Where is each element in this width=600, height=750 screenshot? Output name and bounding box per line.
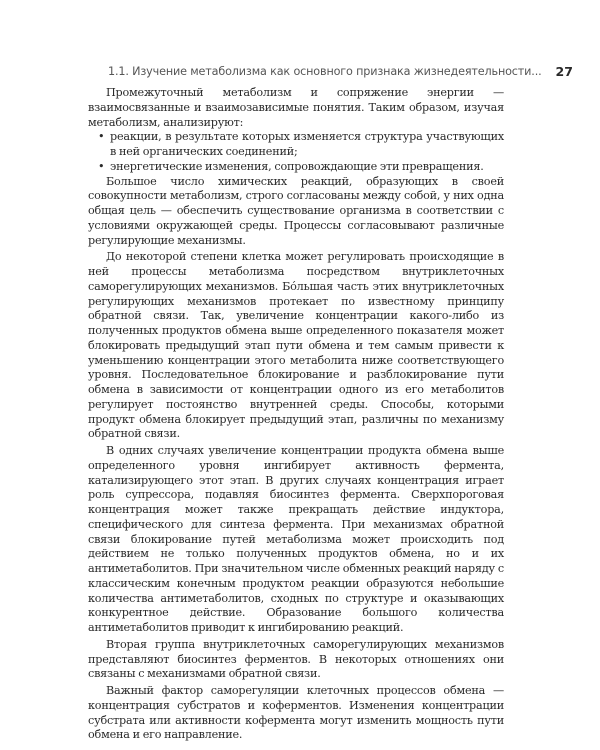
bullet-list — [88, 130, 504, 174]
bullet-text: реакции, в результате которых изменяется структура участвующих в ней органических соединений; — [110, 130, 504, 158]
intro-paragraph: Промежуточный метаболизм и сопряжение энергии — взаимосвязанные и взаимозависимые понятия. Таким образом, изучая метаболизм, анализируют: — [88, 86, 504, 129]
paragraph: В одних случаях увеличение концентрации продукта обмена выше определенного уровня ингибирует активность фермента, катализирующего этот этап. В других случаях концентрация играет роль супрессора, подавляя биосинтез фермента. Сверхпороговая концентрация может также прекращать действие индуктора, специфического для синтеза фермента. При механизмах обратной связи блокирование путей метаболизма может происходить под действием не только полученных продуктов обмена, но и их антиметаболитов. При значительном числе обменных реакций наряду с классическим конечным продуктом реакции образуются небольшие количества антиметаболитов, сходных по структуре и оказывающих конкурентное действие. Образование большого количества антиметаболитов приводит к ингибированию реакций. — [88, 444, 504, 634]
running-header — [108, 60, 573, 82]
bullet-mark: • — [98, 130, 105, 144]
bullet-text: энергетические изменения, сопровождающие эти превращения. — [110, 159, 484, 173]
bullet-mark: • — [98, 159, 105, 173]
paragraph: Важный фактор саморегуляции клеточных процессов обмена — концентрация субстратов и коферментов. Изменения концентрации субстрата или активности кофермента могут изменить мощность пути обмена и его направление. — [88, 684, 504, 742]
bullet-item — [88, 130, 504, 160]
bullet-item — [88, 160, 504, 175]
header-title: 1.1. Изучение метаболизма как основного признака жизнедеятельности... — [108, 64, 542, 78]
paragraph: До некоторой степени клетка может регулировать происходящие в ней процессы метаболизма посредством внутриклеточных саморегулирующих механизмов. Бо́льшая часть этих внутриклеточных регулирующих механизмов протекает по известному принципу обратной связи. Так, увеличение концентрации какого-либо из полученных продуктов обмена выше определенного показателя может блокировать предыдущий этап пути обмена и тем самым привести к уменьшению концентрации этого метаболита ниже соответствующего уровня. Последовательное блокирование и разблокирование пути обмена в зависимости от концентрации одного из его метаболитов регулирует постоянство внутренней среды. Способы, которыми продукт обмена блокирует предыдущий этап, различны по механизму обратной связи. — [88, 250, 504, 441]
paragraph: Большое число химических реакций, образующих в своей совокупности метаболизм, строго согласованы между собой, у них одна общая цель — обеспечить существование организма в соответствии с условиями окружающей среды. Процессы согласовывают различные регулирующие механизмы. — [88, 174, 504, 247]
paragraph: Вторая группа внутриклеточных саморегулирующих механизмов представляют биосинтез ферментов. В некоторых отношениях они связаны с механизмами обратной связи. — [88, 637, 504, 681]
body-text — [88, 86, 504, 743]
page-number: 27 — [555, 63, 573, 79]
